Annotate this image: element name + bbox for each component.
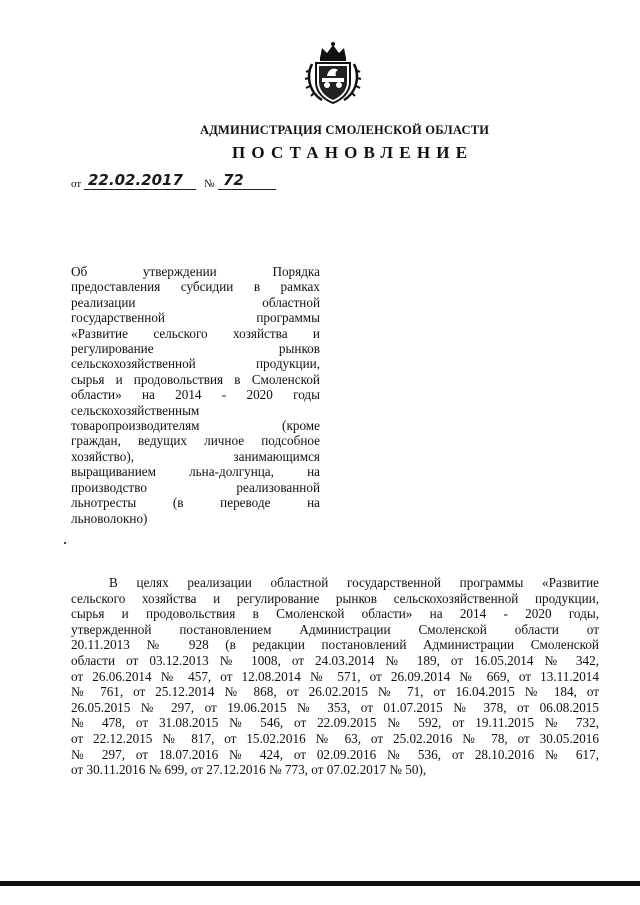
subject-line: регулирование рынков: [71, 341, 320, 357]
body-line: № 478, от 31.08.2015 № 546, от 22.09.2015 № 592, от 19.11.2015 № 732,: [71, 715, 599, 731]
scan-speck: [64, 542, 66, 544]
body-paragraph: [71, 575, 599, 778]
subject-line: предоставления субсидии в рамках: [71, 279, 320, 295]
issue-number: 72: [223, 171, 244, 189]
body-line: сельского хозяйства и регулирование рынков сельскохозяйственной продукции,: [71, 590, 599, 606]
issue-line: [71, 173, 311, 193]
subject-line: граждан, ведущих личное подсобное: [71, 433, 320, 449]
coat-of-arms-icon: [300, 40, 366, 106]
body-line: № 761, от 25.12.2014 № 868, от 26.02.2015 № 71, от 16.04.2015 № 184, от: [71, 684, 599, 700]
body-line: области от 03.12.2013 № 1008, от 24.03.2014 № 189, от 16.05.2014 № 342,: [71, 652, 599, 668]
subject-line: льноволокно): [71, 510, 148, 526]
subject-line: области» на 2014 - 2020 годы: [71, 387, 320, 403]
subject-line: Об утверждении Порядка: [71, 264, 320, 279]
body-line: от 26.06.2014 № 457, от 12.08.2014 № 571, от 26.09.2014 № 669, от 13.11.2014: [71, 668, 599, 684]
body-line: 26.05.2015 № 297, от 19.06.2015 № 353, от 01.07.2015 № 378, от 06.08.2015: [71, 699, 599, 715]
subject-line: хозяйство), занимающимся: [71, 448, 320, 464]
subject-line: производство реализованной: [71, 479, 320, 495]
subject-line: реализации областной: [71, 294, 320, 310]
body-line: № 297, от 18.07.2016 № 424, от 02.09.2016 № 536, от 28.10.2016 № 617,: [71, 746, 599, 762]
issue-date: 22.02.2017: [88, 171, 183, 189]
body-line: 20.11.2013 № 928 (в редакции постановлений Администрации Смоленской: [71, 637, 599, 653]
date-underline: [84, 189, 196, 190]
body-line: утвержденной постановлением Администрации Смоленской области от: [71, 621, 599, 637]
date-label: от: [71, 178, 82, 190]
document-type-title: ПОСТАНОВЛЕНИЕ: [232, 143, 474, 162]
body-line: сырья и продовольствия в Смоленской области» на 2014 - 2020 годы,: [71, 606, 599, 622]
organization-title: АДМИНИСТРАЦИЯ СМОЛЕНСКОЙ ОБЛАСТИ: [200, 123, 490, 137]
number-label: №: [204, 178, 215, 190]
number-underline: [218, 189, 276, 190]
body-line: от 30.11.2016 № 699, от 27.12.2016 № 773, от 07.02.2017 № 50),: [71, 762, 427, 778]
page-bottom-rule: [0, 881, 640, 886]
subject-line: товаропроизводителям (кроме: [71, 418, 320, 434]
subject-line: сырья и продовольствия в Смоленской: [71, 371, 320, 387]
subject-line: государственной программы: [71, 310, 320, 326]
body-line: В целях реализации областной государственной программы «Развитие: [109, 575, 599, 590]
document-subject: [71, 264, 320, 526]
subject-line: сельскохозяйственным: [71, 402, 200, 418]
subject-line: «Развитие сельского хозяйства и: [71, 325, 320, 341]
subject-line: сельскохозяйственной продукции,: [71, 356, 320, 372]
body-line: от 22.12.2015 № 817, от 15.02.2016 № 63, от 25.02.2016 № 78, от 30.05.2016: [71, 730, 599, 746]
subject-line: льнотресты (в переводе на: [71, 495, 320, 511]
subject-line: выращиванием льна-долгунца, на: [71, 464, 320, 480]
